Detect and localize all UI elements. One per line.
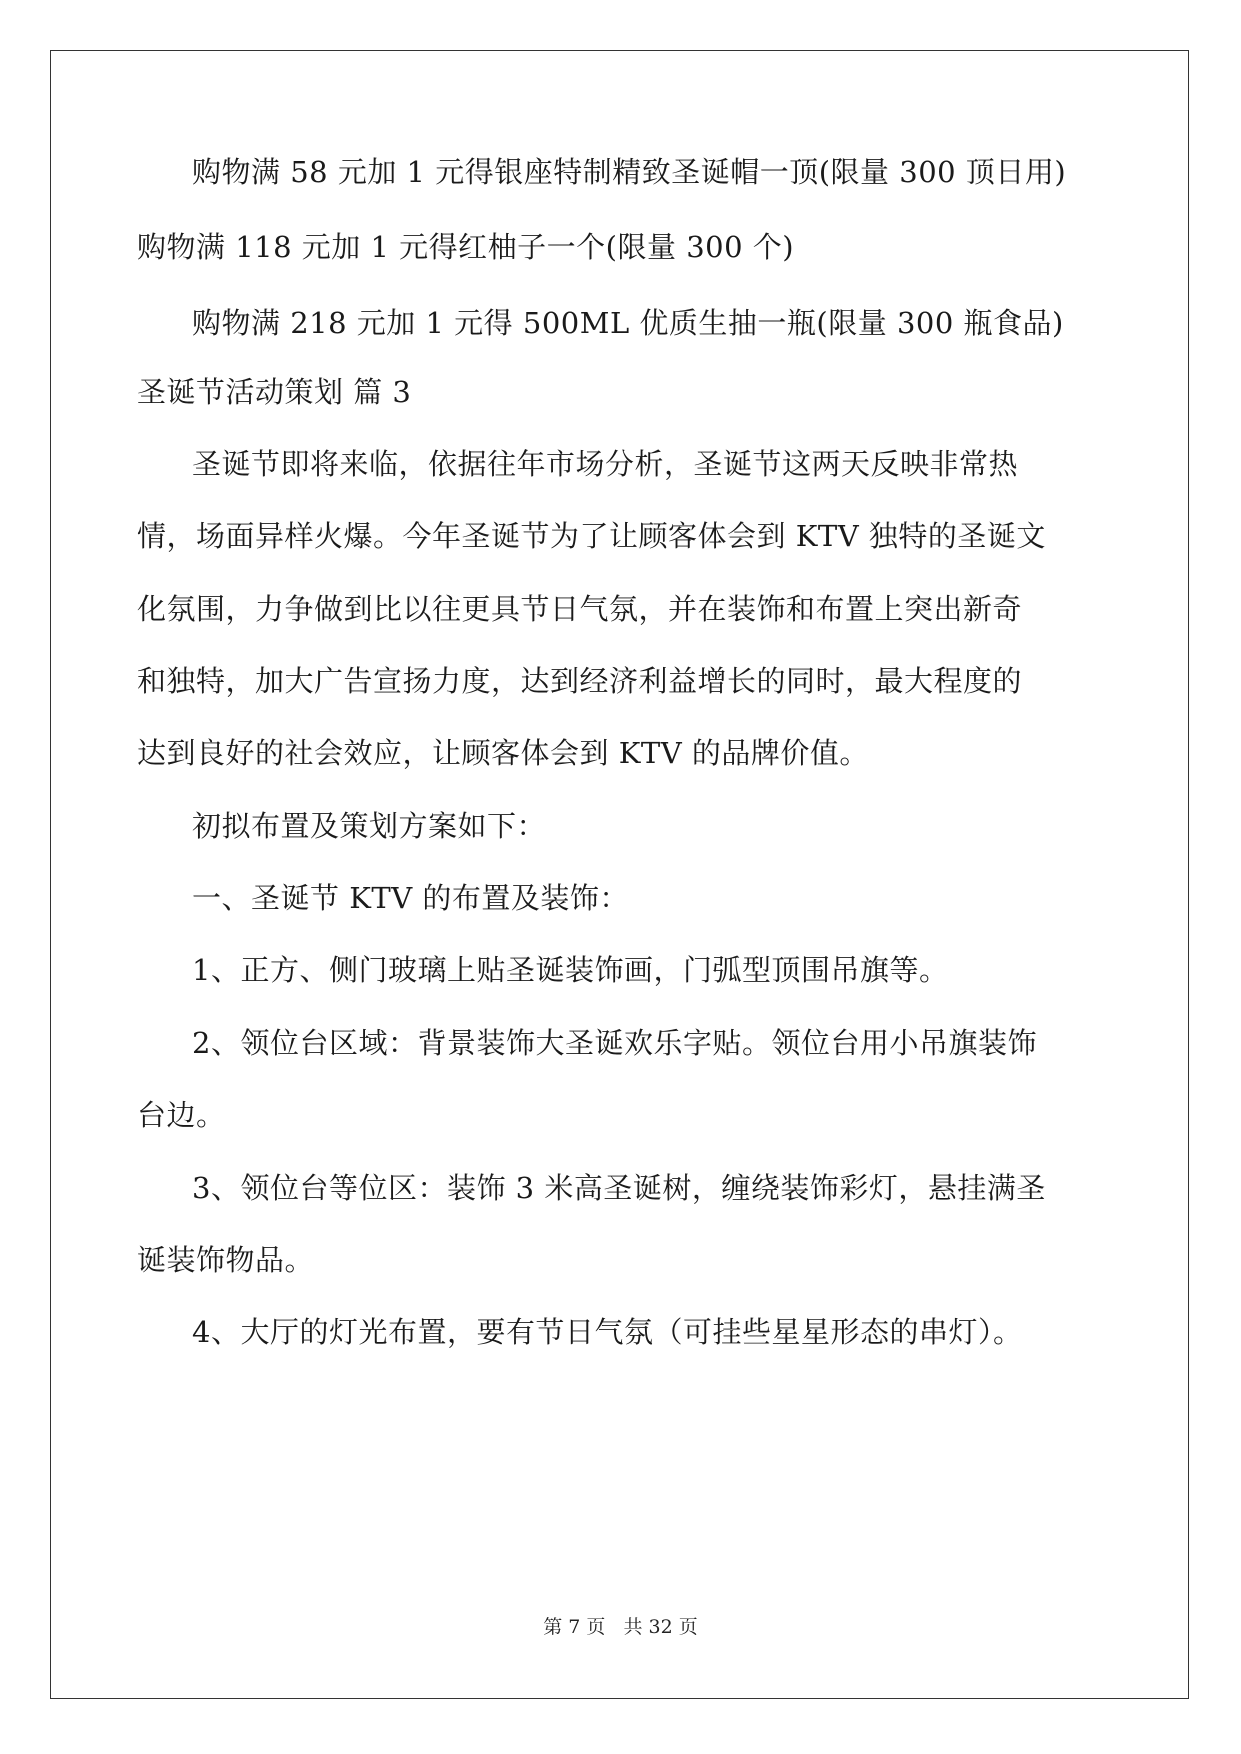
text-line: 和独特，加大广告宣扬力度，达到经济利益增长的同时，最大程度的: [137, 664, 1023, 698]
page-number: 第 7 页: [543, 1616, 606, 1638]
text-line: 一、圣诞节 KTV 的布置及装饰：: [192, 881, 629, 915]
page-total: 共 32 页: [623, 1616, 698, 1638]
text-line: 台边。: [137, 1098, 226, 1132]
text-line: 化氛围，力争做到比以往更具节日气氛，并在装饰和布置上突出新奇: [137, 592, 1023, 626]
text-line: 4、大厅的灯光布置，要有节日气氛（可挂些星星形态的串灯）。: [192, 1315, 1023, 1349]
text-line: 诞装饰物品。: [137, 1243, 315, 1277]
page-frame: [50, 50, 1189, 1699]
section-heading: 圣诞节活动策划 篇 3: [137, 375, 412, 409]
text-line: 购物满 58 元加 1 元得银座特制精致圣诞帽一顶(限量 300 顶日用): [192, 155, 1067, 189]
text-line: 2、领位台区域：背景装饰大圣诞欢乐字贴。领位台用小吊旗装饰: [192, 1026, 1037, 1060]
text-line: 购物满 118 元加 1 元得红柚子一个(限量 300 个): [137, 230, 795, 264]
text-line: 1、正方、侧门玻璃上贴圣诞装饰画，门弧型顶围吊旗等。: [192, 953, 949, 987]
text-line: 初拟布置及策划方案如下：: [192, 809, 547, 843]
text-line: 购物满 218 元加 1 元得 500ML 优质生抽一瓶(限量 300 瓶食品): [192, 306, 1064, 340]
text-line: 3、领位台等位区：装饰 3 米高圣诞树，缠绕装饰彩灯，悬挂满圣: [192, 1171, 1046, 1205]
page-footer: [0, 1612, 1241, 1639]
text-line: 达到良好的社会效应，让顾客体会到 KTV 的品牌价值。: [137, 736, 869, 770]
text-line: 圣诞节即将来临，依据往年市场分析，圣诞节这两天反映非常热: [192, 447, 1019, 481]
text-line: 情，场面异样火爆。今年圣诞节为了让顾客体会到 KTV 独特的圣诞文: [137, 519, 1046, 553]
